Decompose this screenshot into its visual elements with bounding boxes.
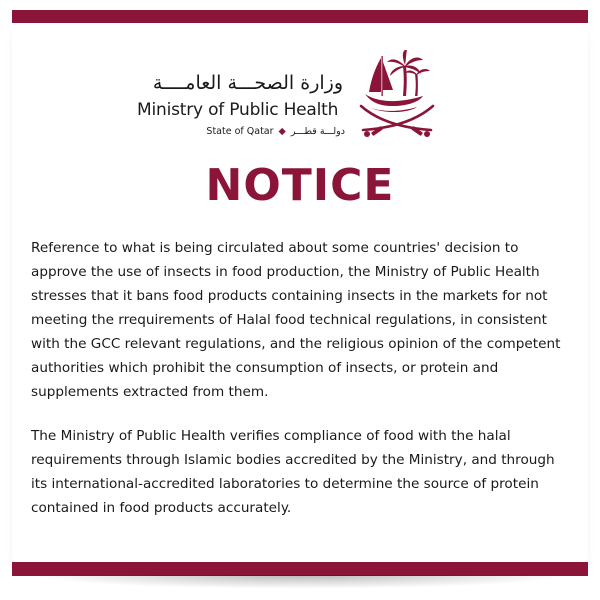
bottom-maroon-bar — [12, 562, 588, 576]
bottom-shadow — [30, 575, 570, 589]
state-arabic: دولـــة قطـــر — [290, 126, 345, 137]
state-english: State of Qatar — [206, 126, 274, 137]
top-maroon-bar — [12, 10, 588, 23]
qatar-emblem-icon — [357, 50, 437, 144]
separator-dot-icon: ◆ — [278, 126, 286, 137]
notice-paragraph-2: The Ministry of Public Health verifies compliance of food with the halal requirements through Islamic bodies accredited by the Ministry, and through its international-accredited laboratories to determine the source of protein contained in food products accurately. — [31, 428, 555, 516]
ministry-arabic-title: وزارة الصحـــة العامــــة — [152, 72, 343, 94]
notice-title: NOTICE — [205, 160, 395, 211]
ministry-name: Ministry of Public Health — [137, 100, 339, 120]
state-line — [195, 126, 345, 137]
notice-paragraph-1: Reference to what is being circulated about some countries' decision to approve the use of insects in food production, the Ministry of Public Health stresses that it bans food products containing insects in the markets for not meeting the rrequirements of Halal food technical regulations, in consistent with the GCC relevant regulations, and the religious opinion of the competent authorities which prohibit the consumption of insects, or protein and supplements extracted from them. — [31, 240, 561, 400]
ministry-header — [137, 50, 447, 150]
